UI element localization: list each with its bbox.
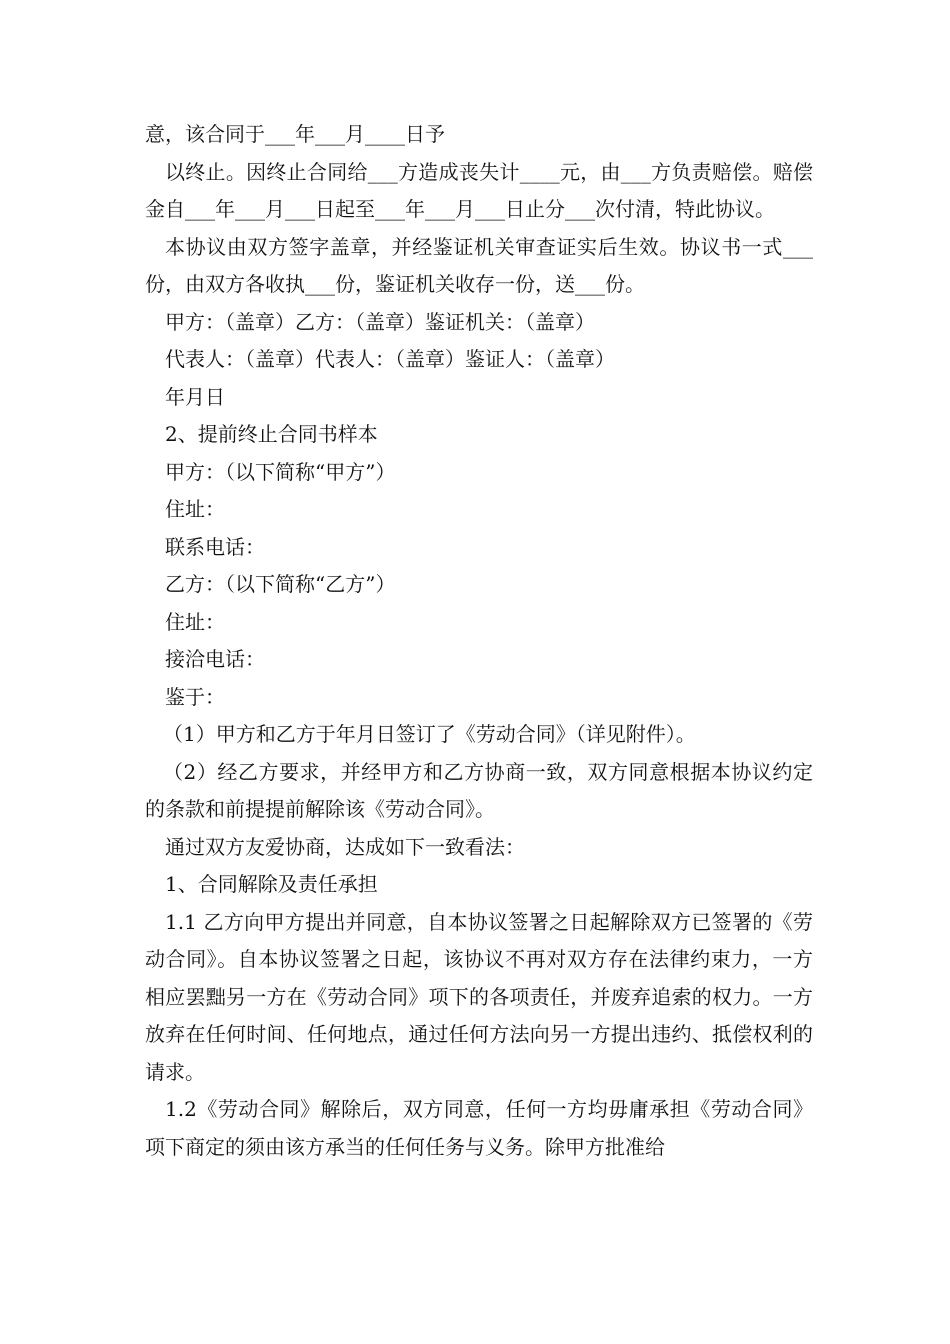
document-body [145,116,813,1166]
section-heading-termination: 1、合同解除及责任承担 [165,872,378,896]
paragraph-contract-termination-date: 意，该合同于___年___月____日予 [145,122,445,146]
paragraph-compensation: 以终止。因终止合同给___方造成丧失计____元，由___方负责赔偿。赔偿金自___年___月___日起至___年___月___日止分___次付清，特此协议。 [145,159,813,221]
signature-line-parties: 甲方：（盖章）乙方：（盖章）鉴证机关：（盖章） [165,309,595,334]
party-b-line: 乙方：（以下简称“乙方”） [165,572,396,596]
party-b-address: 住址： [165,609,225,634]
consensus-statement: 通过双方友爱协商，达成如下一致看法： [165,834,525,859]
section-heading-sample: 2、提前终止合同书样本 [165,422,378,446]
clause-1-1: 1.1 乙方向甲方提出并同意，自本协议签署之日起解除双方已签署的《劳动合同》。自本协议签署之日起，该协议不再对双方存在法律约束力，一方相应罢黜另一方在《劳动合同》项下的各项责任，并废弃追索的权力。一方放弃在任何时间、任何地点，通过任何方法向另一方提出违约、抵偿权利的请求。 [145,909,813,1084]
party-b-phone: 接洽电话： [165,647,265,671]
whereas-clause-2: （2）经乙方要求，并经甲方和乙方协商一致，双方同意根据本协议约定的条款和前提提前解除该《劳动合同》。 [145,759,813,821]
whereas-heading: 鉴于： [165,684,225,709]
date-line: 年月日 [165,384,225,409]
party-a-line: 甲方：（以下简称“甲方”） [165,459,396,484]
signature-line-representatives: 代表人：（盖章）代表人：（盖章）鉴证人：（盖章） [165,347,615,371]
party-a-address: 住址： [165,497,225,521]
party-a-phone: 联系电话： [165,534,265,559]
whereas-clause-1: （1）甲方和乙方于年月日签订了《劳动合同》（详见附件）。 [163,722,696,746]
paragraph-agreement-effect: 本协议由双方签字盖章，并经鉴证机关审查证实后生效。协议书一式___份，由双方各收执___份，鉴证机关收存一份，送___份。 [145,234,813,296]
clause-1-2: 1.2《劳动合同》解除后，双方同意，任何一方均毋庸承担《劳动合同》项下商定的须由该方承当的任何任务与义务。除甲方批准给 [145,1097,813,1159]
